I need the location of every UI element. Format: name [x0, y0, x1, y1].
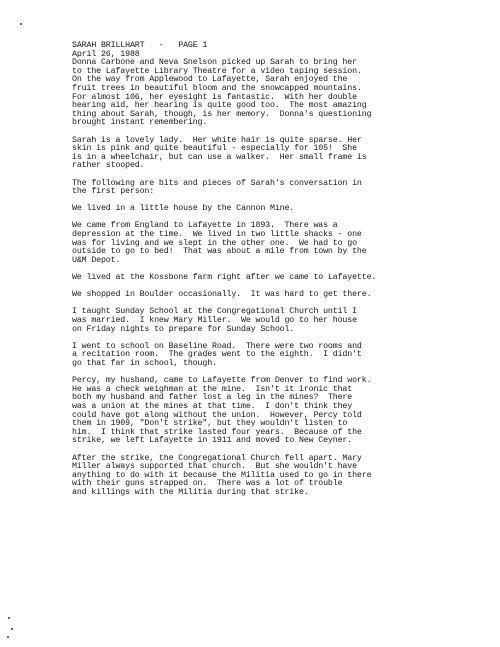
scan-speck: [11, 628, 13, 630]
paragraph-line: On the way from Applewood to Lafayette, Sarah enjoyed the: [72, 75, 348, 85]
paragraph-line: a recitation room. The grades went to the eighth. I didn't: [72, 350, 362, 360]
paragraph-farm: [72, 274, 492, 283]
paragraph-intro: [72, 59, 492, 128]
paragraph-line: the first person:: [72, 187, 155, 197]
paragraph-line: anything to do with it because the Militia used to go in there: [72, 470, 372, 480]
paragraph-after-strike: [72, 455, 492, 498]
paragraph-line: He was a check weighman at the mine. Isn't it ironic that: [72, 384, 353, 394]
paragraph-line: The following are bits and pieces of Sarah's conversation in: [72, 178, 362, 188]
paragraph-line: could have got along without the union. However, Percy told: [72, 410, 362, 420]
paragraph-line: Donna Carbone and Neva Snelson picked up Sarah to bring her: [72, 58, 357, 68]
paragraph-line: U&M Depot.: [72, 255, 121, 265]
paragraph-cannon-mine: [72, 205, 492, 214]
paragraph-line: depression at the time. We lived in two little shacks - one: [72, 230, 362, 240]
paragraph-line: We shopped in Boulder occasionally. It was hard to get there.: [72, 290, 372, 300]
scan-speck: [8, 617, 10, 619]
page-header: SARAH BRILLHART - PAGE 1: [72, 41, 208, 50]
paragraph-line: hearing aid, her hearing is quite good too. The most amazing: [72, 101, 367, 111]
paragraph-line: and killings with the Militia during that strike.: [72, 487, 309, 497]
paragraph-line: Sarah is a lovely lady. Her white hair is quite sparse. Her: [72, 135, 362, 145]
paragraph-line: I taught Sunday School at the Congregational Church until I: [72, 307, 357, 317]
paragraph-sunday-school: [72, 308, 492, 334]
paragraph-line: We lived in a little house by the Cannon Mine.: [72, 204, 295, 214]
paragraph-baseline-school: [72, 343, 492, 369]
paragraph-line: Percy, my husband, came to Lafayette from Denver to find work.: [72, 376, 372, 386]
paragraph-line: fruit trees in beautiful bloom and the snowcapped mountains.: [72, 83, 362, 93]
paragraph-line: was for living and we slept in the other one. We had to go: [72, 238, 357, 248]
paragraph-line: outside to go to bed! That was about a mile from town by the: [72, 247, 367, 257]
scan-speck: [20, 23, 22, 25]
paragraph-line: skin is pink and quite beautiful - especially for 105! She: [72, 144, 357, 154]
paragraph-line: on Friday nights to prepare for Sunday School.: [72, 324, 295, 334]
document-date: April 26, 1988: [72, 49, 140, 59]
paragraph-line: After the strike, the Congregational Church fell apart. Mary: [72, 453, 362, 463]
paragraph-line: them in 1909, "Don't strike", but they wouldn't listen to: [72, 419, 348, 429]
paragraph-line: strike, we left Lafayette in 1911 and moved to New Ceyner.: [72, 436, 353, 446]
paragraph-line: For almost 106, her eyesight is fantastic. With her double: [72, 92, 357, 102]
paragraph-line: was a union at the mines at that time. I don't think they: [72, 401, 353, 411]
paragraph-line: We lived at the Kossbone farm right after we came to Lafayette.: [72, 273, 377, 283]
paragraph-line: rather stooped.: [72, 161, 145, 171]
document-body: [72, 42, 492, 497]
paragraph-line: is in a wheelchair, but can use a walker. Her small frame is: [72, 152, 367, 162]
paragraph-line: to the Lafayette Library Theatre for a video taping session.: [72, 66, 362, 76]
paragraph-percy: [72, 377, 492, 446]
paragraph-line: thing about Sarah, though, is her memory. Donna's questioning: [72, 109, 372, 119]
paragraph-line: Miller always supported that church. But she wouldn't have: [72, 462, 357, 472]
paragraph-line: both my husband and father lost a leg in the mines? There: [72, 393, 353, 403]
paragraph-line: brought instant remembering.: [72, 118, 208, 128]
paragraph-line: We came from England to Lafayette in 1893. There was a: [72, 221, 338, 231]
paragraph-line: was married. I knew Mary Miller. We would go to her house: [72, 316, 357, 325]
paragraph-description: [72, 137, 492, 171]
paragraph-england: [72, 222, 492, 265]
paragraph-line: go that far in school, though.: [72, 358, 217, 368]
paragraph-boulder: [72, 291, 492, 300]
paragraph-following: [72, 180, 492, 197]
paragraph-line: I went to school on Baseline Road. There were two rooms and: [72, 341, 362, 351]
paragraph-line: him. I think that strike lasted four years. Because of the: [72, 427, 362, 437]
scan-speck: [7, 636, 9, 638]
paragraph-line: with their guns strapped on. There was a lot of trouble: [72, 479, 343, 489]
